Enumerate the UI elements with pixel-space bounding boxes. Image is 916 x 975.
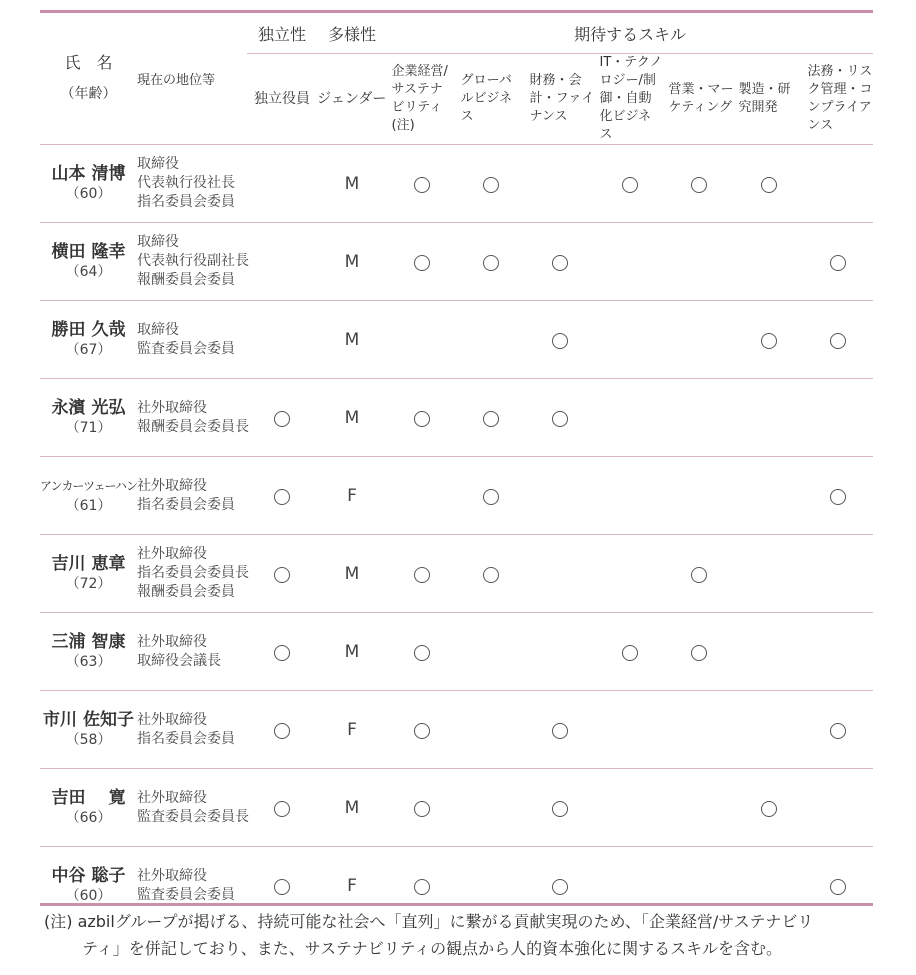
gender-value: F	[347, 485, 357, 506]
skill-header-0: 企業経営/サステナビリティ(注)	[387, 54, 456, 145]
independence-subheader: 独立役員	[247, 54, 317, 145]
footnote-line-1: (注) azbilグループが掲げる、持続可能な社会へ「直列」に繋がる貢献実現のため、「企業経営/サステナビリ	[44, 912, 814, 931]
skill-cell-2	[525, 613, 595, 691]
skill-cell-3	[595, 769, 664, 847]
independent-cell	[247, 301, 317, 379]
director-name	[40, 691, 137, 769]
skill-cell-6	[803, 301, 873, 379]
check-circle-icon	[483, 489, 499, 505]
director-age: （67）	[65, 341, 112, 358]
skill-cell-6	[803, 223, 873, 301]
table-row	[40, 379, 873, 457]
independent-cell	[247, 223, 317, 301]
position-line: 監査委員会委員	[137, 886, 235, 903]
position-line: 取締役	[137, 234, 179, 250]
skill-cell-5	[734, 301, 803, 379]
skill-cell-4	[664, 691, 734, 769]
skill-cell-2	[525, 301, 595, 379]
director-age: （72）	[65, 575, 112, 592]
skill-cell-5	[734, 145, 803, 223]
gender-value: M	[344, 563, 360, 584]
gender-value: M	[344, 407, 360, 428]
position-line: 指名委員会委員	[137, 194, 235, 210]
director-name	[40, 301, 137, 379]
skill-cell-2	[525, 379, 595, 457]
director-age: （66）	[65, 809, 112, 826]
director-positions	[137, 379, 247, 457]
name-header-label: 氏 名	[64, 53, 113, 72]
director-positions	[137, 613, 247, 691]
table-row	[40, 535, 873, 613]
skill-cell-4	[664, 145, 734, 223]
position-line: 報酬委員会委員長	[137, 418, 249, 435]
independent-cell	[247, 691, 317, 769]
skill-cell-5	[734, 223, 803, 301]
skill-cell-4	[664, 223, 734, 301]
position-line: 社外取締役	[137, 546, 207, 562]
director-name	[40, 613, 137, 691]
check-circle-icon	[552, 333, 568, 349]
gender-subheader: ジェンダー	[317, 54, 387, 145]
skill-cell-2	[525, 145, 595, 223]
skill-header-5: 製造・研究開発	[734, 54, 803, 145]
position-line: 社外取締役	[137, 789, 207, 806]
position-line: 代表執行役社長	[137, 175, 235, 191]
skill-cell-3	[595, 379, 664, 457]
position-line: 社外取締役	[137, 477, 207, 494]
independent-cell	[247, 613, 317, 691]
check-circle-icon	[274, 645, 290, 661]
skill-cell-4	[664, 457, 734, 535]
director-positions	[137, 535, 247, 613]
check-circle-icon	[274, 801, 290, 817]
footnote-line-2: ティ」を併記しており、また、サステナビリティの観点から人的資本強化に関するスキルを含む。	[82, 939, 783, 958]
skill-cell-1	[456, 457, 525, 535]
director-name-text: 山本 清博	[51, 163, 126, 184]
skill-cell-2	[525, 535, 595, 613]
check-circle-icon	[274, 723, 290, 739]
check-circle-icon	[414, 645, 430, 661]
skill-cell-1	[456, 301, 525, 379]
check-circle-icon	[414, 177, 430, 193]
position-line: 監査委員会委員長	[137, 808, 249, 825]
gender-cell	[317, 535, 387, 613]
director-name	[40, 379, 137, 457]
check-circle-icon	[414, 723, 430, 739]
skill-cell-1	[456, 535, 525, 613]
skill-cell-6	[803, 535, 873, 613]
independent-cell	[247, 457, 317, 535]
position-line: 指名委員会委員	[137, 730, 235, 747]
director-age: （60）	[65, 185, 112, 202]
position-line: 社外取締役	[137, 711, 207, 728]
check-circle-icon	[691, 645, 707, 661]
director-age: （61）	[65, 498, 112, 514]
position-line: 報酬委員会委員	[137, 584, 235, 600]
skill-cell-6	[803, 691, 873, 769]
position-line: 取締役会議長	[137, 652, 221, 669]
director-name	[40, 535, 137, 613]
skill-cell-5	[734, 613, 803, 691]
check-circle-icon	[552, 723, 568, 739]
skill-cell-1	[456, 691, 525, 769]
skill-cell-0	[387, 769, 456, 847]
skill-cell-5	[734, 535, 803, 613]
skill-cell-3	[595, 145, 664, 223]
skill-cell-1	[456, 613, 525, 691]
skill-header-1: グローバルビジネス	[456, 54, 525, 145]
director-name	[40, 223, 137, 301]
check-circle-icon	[483, 567, 499, 583]
gender-cell	[317, 457, 387, 535]
skill-cell-3	[595, 691, 664, 769]
skill-cell-0	[387, 535, 456, 613]
name-header	[40, 13, 137, 145]
check-circle-icon	[414, 567, 430, 583]
gender-cell	[317, 769, 387, 847]
director-name-text: 吉川 恵章	[51, 553, 126, 574]
check-circle-icon	[761, 177, 777, 193]
skill-cell-3	[595, 301, 664, 379]
skill-cell-0	[387, 223, 456, 301]
skill-cell-1	[456, 145, 525, 223]
position-line: 報酬委員会委員	[137, 272, 235, 288]
check-circle-icon	[691, 567, 707, 583]
skill-cell-5	[734, 691, 803, 769]
skill-cell-1	[456, 379, 525, 457]
skill-cell-5	[734, 379, 803, 457]
check-circle-icon	[483, 255, 499, 271]
table-row	[40, 223, 873, 301]
check-circle-icon	[761, 333, 777, 349]
gender-value: M	[344, 251, 360, 272]
gender-cell	[317, 145, 387, 223]
independence-group-header: 独立性	[247, 13, 317, 54]
director-age: （58）	[65, 731, 112, 748]
skill-cell-1	[456, 769, 525, 847]
table-row	[40, 457, 873, 535]
director-positions	[137, 457, 247, 535]
gender-value: M	[344, 641, 360, 662]
director-age: （71）	[65, 419, 112, 436]
director-name-text: 吉田 寛	[51, 787, 126, 808]
bottom-rule	[40, 903, 873, 906]
independent-cell	[247, 379, 317, 457]
table-row	[40, 691, 873, 769]
director-name-text: 中谷 聡子	[51, 865, 126, 886]
position-line: 監査委員会委員	[137, 340, 235, 357]
check-circle-icon	[414, 801, 430, 817]
check-circle-icon	[274, 489, 290, 505]
skill-cell-0	[387, 457, 456, 535]
gender-value: M	[344, 797, 360, 818]
position-line: 社外取締役	[137, 867, 207, 884]
director-age: （64）	[65, 263, 112, 280]
skill-cell-2	[525, 691, 595, 769]
check-circle-icon	[622, 177, 638, 193]
gender-value: F	[347, 719, 357, 740]
position-line: 代表執行役副社長	[137, 253, 249, 269]
director-positions	[137, 145, 247, 223]
skill-header-4: 営業・マーケティング	[664, 54, 734, 145]
skill-cell-2	[525, 457, 595, 535]
independent-cell	[247, 535, 317, 613]
check-circle-icon	[483, 177, 499, 193]
check-circle-icon	[552, 879, 568, 895]
skill-header-6: 法務・リスク管理・コンプライアンス	[803, 54, 873, 145]
position-line: 社外取締役	[137, 399, 207, 416]
position-line: 取締役	[137, 321, 179, 338]
check-circle-icon	[830, 723, 846, 739]
check-circle-icon	[830, 333, 846, 349]
director-positions	[137, 223, 247, 301]
position-line: 指名委員会委員	[137, 496, 235, 513]
table-row	[40, 145, 873, 223]
skill-cell-6	[803, 457, 873, 535]
check-circle-icon	[414, 411, 430, 427]
skill-header-2: 財務・会計・ファイナンス	[525, 54, 595, 145]
skill-cell-6	[803, 379, 873, 457]
skill-cell-3	[595, 457, 664, 535]
table-row	[40, 769, 873, 847]
director-name-text: 三浦 智康	[51, 631, 126, 652]
table-row	[40, 301, 873, 379]
gender-value: M	[344, 329, 360, 350]
independent-cell	[247, 145, 317, 223]
check-circle-icon	[830, 255, 846, 271]
director-positions	[137, 301, 247, 379]
skill-cell-0	[387, 613, 456, 691]
position-line: 取締役	[137, 156, 179, 172]
director-positions	[137, 691, 247, 769]
skill-cell-3	[595, 223, 664, 301]
skill-header-3: IT・テクノロジー/制御・自動化ビジネス	[595, 54, 664, 145]
check-circle-icon	[552, 255, 568, 271]
position-header: 現在の地位等	[137, 13, 247, 145]
skill-cell-4	[664, 301, 734, 379]
check-circle-icon	[483, 411, 499, 427]
gender-cell	[317, 301, 387, 379]
director-name	[40, 457, 137, 535]
gender-cell	[317, 691, 387, 769]
director-name-text: 横田 隆幸	[51, 241, 126, 262]
check-circle-icon	[830, 489, 846, 505]
age-header-label: （年齢）	[60, 86, 117, 102]
gender-value: F	[347, 875, 357, 896]
skill-cell-2	[525, 769, 595, 847]
director-name	[40, 145, 137, 223]
skill-cell-4	[664, 769, 734, 847]
skill-cell-6	[803, 769, 873, 847]
independent-cell	[247, 769, 317, 847]
skill-cell-0	[387, 145, 456, 223]
skill-cell-0	[387, 379, 456, 457]
director-name-text: 永濱 光弘	[51, 397, 126, 418]
check-circle-icon	[552, 411, 568, 427]
check-circle-icon	[622, 645, 638, 661]
skill-cell-0	[387, 301, 456, 379]
check-circle-icon	[830, 879, 846, 895]
skill-cell-0	[387, 691, 456, 769]
check-circle-icon	[761, 801, 777, 817]
gender-value: M	[344, 173, 360, 194]
director-age: （63）	[65, 653, 112, 670]
director-name	[40, 769, 137, 847]
check-circle-icon	[552, 801, 568, 817]
skill-cell-6	[803, 145, 873, 223]
director-name-text: 勝田 久哉	[51, 319, 126, 340]
check-circle-icon	[414, 255, 430, 271]
skill-cell-5	[734, 457, 803, 535]
position-line: 指名委員会委員長	[137, 565, 249, 581]
skill-cell-2	[525, 223, 595, 301]
check-circle-icon	[274, 411, 290, 427]
director-name-text: アンカーツェーハン	[40, 479, 137, 493]
gender-cell	[317, 223, 387, 301]
skill-cell-1	[456, 223, 525, 301]
skill-cell-3	[595, 535, 664, 613]
director-age: （60）	[65, 887, 112, 904]
check-circle-icon	[274, 567, 290, 583]
skill-cell-4	[664, 613, 734, 691]
position-line: 社外取締役	[137, 633, 207, 650]
diversity-group-header: 多様性	[317, 13, 387, 54]
check-circle-icon	[414, 879, 430, 895]
gender-cell	[317, 379, 387, 457]
skill-cell-3	[595, 613, 664, 691]
skills-group-header: 期待するスキル	[387, 13, 873, 54]
skill-cell-5	[734, 769, 803, 847]
footnote	[44, 908, 884, 962]
skill-cell-4	[664, 379, 734, 457]
gender-cell	[317, 613, 387, 691]
check-circle-icon	[274, 879, 290, 895]
skills-table	[40, 13, 873, 924]
table-row	[40, 613, 873, 691]
director-name-text: 市川 佐知子	[43, 709, 134, 730]
director-positions	[137, 769, 247, 847]
skill-cell-4	[664, 535, 734, 613]
skill-cell-6	[803, 613, 873, 691]
check-circle-icon	[691, 177, 707, 193]
